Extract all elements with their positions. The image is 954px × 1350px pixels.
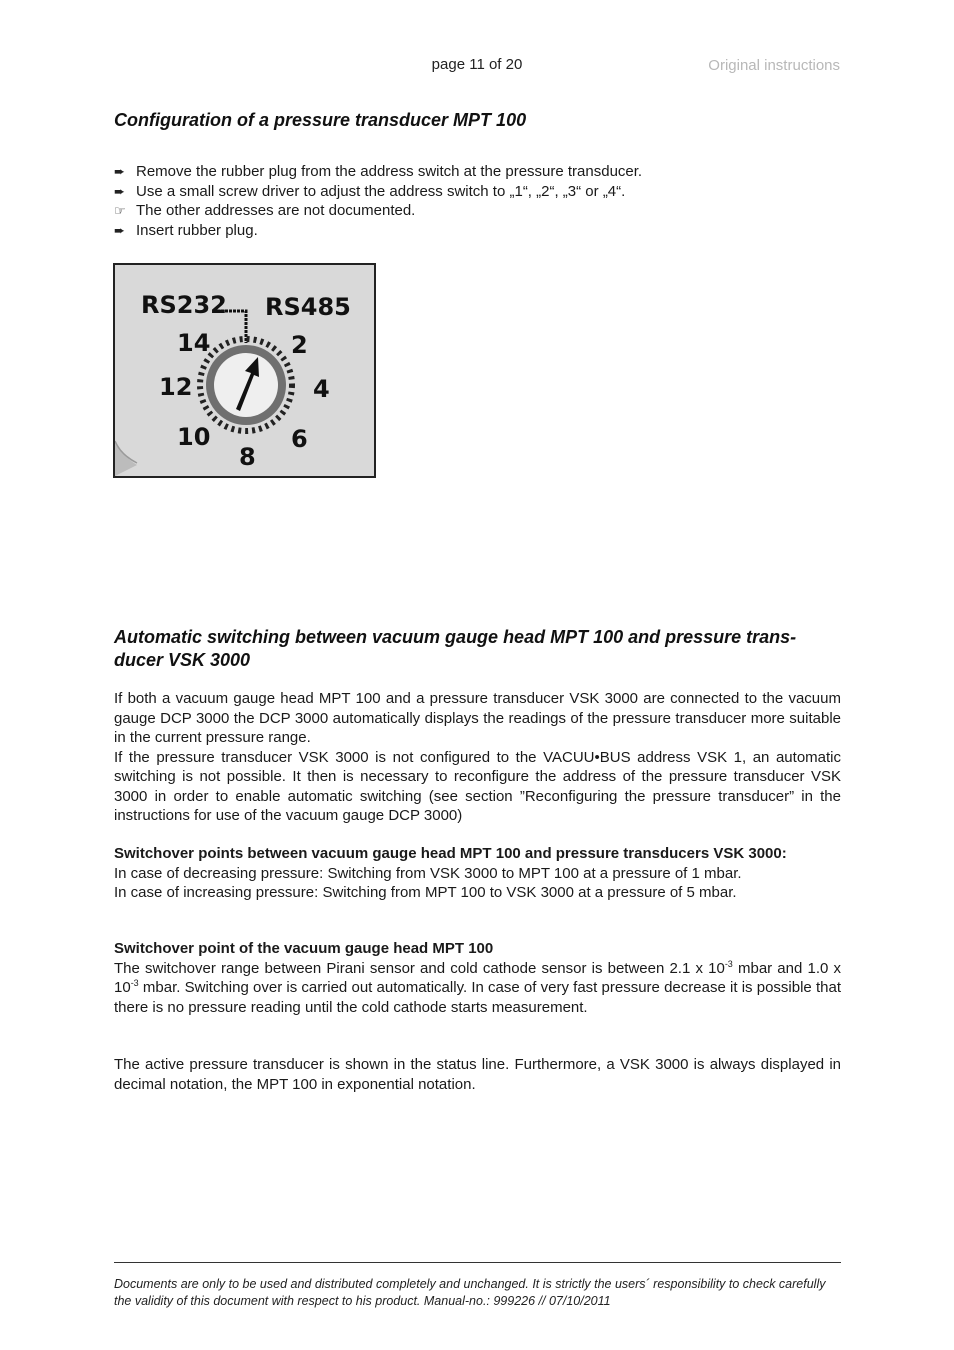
paragraph: If both a vacuum gauge head MPT 100 and a pressure transducer VSK 3000 are connected to the vacuum gauge DCP 3000 the DCP 3000 automatically displays the readings of the pressure transducer more suitable in the current pressure range.	[114, 690, 841, 746]
intro-paragraphs	[114, 689, 841, 826]
instruction-steps	[114, 162, 844, 240]
rotary-dial	[200, 339, 292, 431]
original-instructions-label: Original instructions	[708, 57, 840, 74]
footer-text: Documents are only to be used and distributed completely and unchanged. It is strictly the users´ responsibility to check carefully the validity of this document with respect to his product. Manual-no.: 999226 // 07/10/2011	[114, 1277, 826, 1308]
dial-number: 4	[313, 375, 330, 403]
text-run: mbar and 1.0 x 10	[114, 959, 841, 996]
step-item	[114, 201, 844, 221]
exponent: -3	[724, 958, 733, 969]
section-title-automatic-switching	[114, 626, 842, 672]
switchover-heading: Switchover points between vacuum gauge head MPT 100 and pressure transducers VSK 3000:	[114, 845, 787, 862]
paragraph: If the pressure transducer VSK 3000 is not configured to the VACUU•BUS address VSK 1, an automatic switching is not possible. It then is necessary to reconfigure the address of the pressure transducer VSK 3000 in order to enable automatic switching (see section ”Reconfiguring the pressure transducer” in the instructions for use of the vacuum gauge DCP 3000)	[114, 748, 841, 824]
address-switch-photo	[113, 263, 376, 478]
step-text: Insert rubber plug.	[136, 221, 258, 239]
address-switch-diagram	[115, 265, 374, 476]
dial-number: 6	[291, 425, 308, 453]
text-run: The switchover range between Pirani sensor and cold cathode sensor is between 2.1 x 10	[114, 959, 725, 977]
pointing-hand-icon: ☞	[114, 203, 126, 218]
dial-number: 8	[239, 443, 256, 471]
step-text: Use a small screw driver to adjust the address switch to „1“, „2“, „3“ or „4“.	[136, 182, 626, 200]
step-item	[114, 162, 844, 182]
arrow-right-icon: ➨	[114, 164, 125, 179]
decreasing-pressure-text: In case of decreasing pressure: Switching from VSK 3000 to MPT 100 at a pressure of 1 mbar.	[114, 864, 742, 882]
section-title-line: Automatic switching between vacuum gauge head MPT 100 and pressure trans-	[114, 627, 797, 647]
increasing-pressure-text: In case of increasing pressure: Switching from MPT 100 to VSK 3000 at a pressure of 5 mbar.	[114, 884, 737, 901]
page-number: page 11 of 20	[431, 56, 523, 73]
step-item	[114, 221, 844, 241]
gauge-switchover	[114, 939, 841, 1017]
section-title-line: ducer VSK 3000	[114, 650, 251, 670]
paragraph: The active pressure transducer is shown in the status line. Furthermore, a VSK 3000 is always displayed in decimal notation, the MPT 100 in exponential notation.	[114, 1056, 841, 1093]
section-title-configuration: Configuration of a pressure transducer MPT 100	[114, 110, 527, 130]
rs232-label: RS232	[141, 291, 227, 319]
text-run: mbar. Switching over is carried out automatically. In case of very fast pressure decrease it is possible that there is no pressure reading until the cold cathode starts measurement.	[114, 979, 841, 1016]
arrow-right-icon: ➨	[114, 183, 125, 199]
step-text: Remove the rubber plug from the address switch at the pressure transducer.	[136, 163, 643, 180]
rs485-label: RS485	[265, 293, 351, 321]
step-item	[114, 182, 844, 202]
footer-divider	[114, 1262, 841, 1263]
dial-number: 2	[291, 331, 308, 359]
step-text: The other addresses are not documented.	[136, 202, 416, 219]
exponent: -3	[130, 978, 139, 988]
dial-number: 14	[177, 329, 211, 357]
switchover-points	[114, 844, 841, 903]
status-line-paragraph	[114, 1055, 841, 1094]
dial-number: 10	[177, 423, 211, 451]
gauge-switchover-text	[114, 959, 841, 1018]
gauge-switchover-heading: Switchover point of the vacuum gauge head MPT 100	[114, 940, 494, 957]
dial-number: 12	[159, 373, 193, 401]
arrow-right-icon: ➨	[114, 222, 125, 238]
